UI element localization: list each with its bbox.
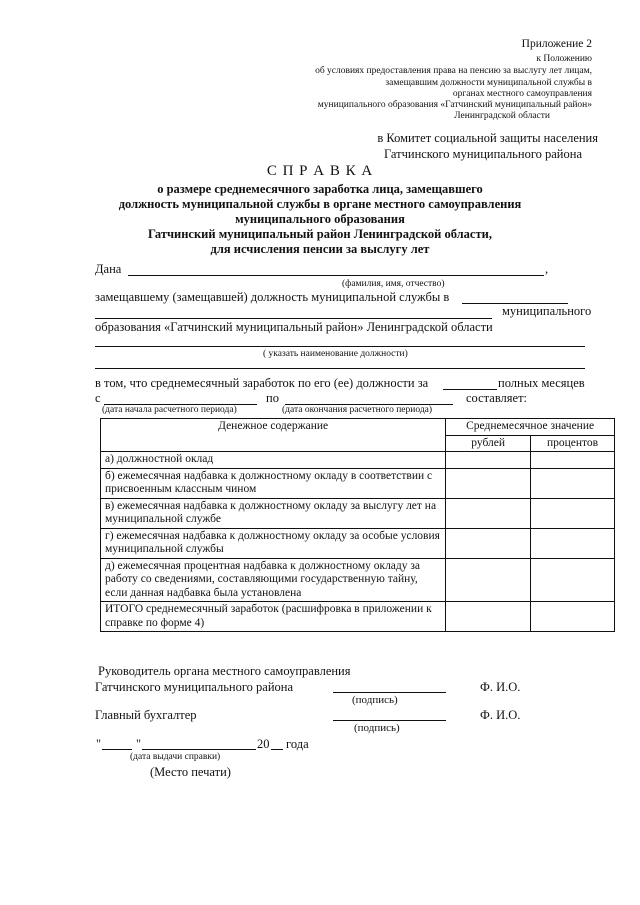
rubles-cell[interactable]: [446, 498, 531, 528]
percent-cell[interactable]: [531, 468, 615, 498]
addressee-line: в Комитет социальной защиты населения: [377, 131, 598, 145]
date-hint: (дата выдачи справки): [130, 752, 221, 762]
seal-place: (Место печати): [150, 765, 231, 779]
start-hint: (дата начала расчетного периода): [102, 405, 237, 415]
header-rubles: рублей: [446, 435, 531, 452]
row-label: ИТОГО среднемесячный заработок (расшифровка в приложении к справке по форме 4): [101, 602, 446, 632]
table-row: [101, 452, 615, 469]
title-subline: Гатчинский муниципальный район Ленинградской области,: [148, 227, 492, 241]
organ-field-continued[interactable]: [95, 318, 492, 319]
rubles-cell[interactable]: [446, 558, 531, 602]
municipal-word: муниципального: [502, 304, 592, 318]
row-label: б) ежемесячная надбавка к должностному окладу в соответствии с присвоенным классным чином: [101, 468, 446, 498]
date-month-field[interactable]: [142, 749, 256, 750]
position-hint: ( указать наименование должности): [263, 349, 408, 359]
row-label: в) ежемесячная надбавка к должностному окладу за выслугу лет на муниципальной службе: [101, 498, 446, 528]
appendix-line: органах местного самоуправления: [452, 89, 592, 99]
to-label: по: [266, 391, 279, 405]
header-content: Денежное содержание: [101, 419, 446, 452]
position-field[interactable]: [95, 346, 585, 347]
months-field[interactable]: [443, 389, 497, 390]
document-title: С П Р А В К А: [266, 163, 374, 179]
rubles-cell[interactable]: [446, 602, 531, 632]
head-title-line: Гатчинского муниципального района: [95, 680, 294, 694]
accountant-signature-field[interactable]: [333, 720, 446, 721]
table-row: [101, 468, 615, 498]
rubles-cell[interactable]: [446, 452, 531, 469]
appendix-line: к Положению: [536, 54, 592, 64]
position-field-continued[interactable]: [95, 368, 585, 369]
table-header-row: [101, 419, 615, 436]
header-average: Среднемесячное значение: [446, 419, 615, 436]
table-row: [101, 528, 615, 558]
rubles-cell[interactable]: [446, 468, 531, 498]
title-subline: о размере среднемесячного заработка лица, замещавшего: [157, 182, 483, 196]
end-hint: (дата окончания расчетного периода): [282, 405, 433, 415]
accountant-fio: Ф. И.О.: [480, 708, 521, 722]
table-row-total: [101, 602, 615, 632]
head-title-line: Руководитель органа местного самоуправления: [98, 664, 351, 678]
row-label: а) должностной оклад: [101, 452, 446, 469]
title-subline: должность муниципальной службы в органе местного самоуправления: [118, 197, 522, 211]
date-quote-close: ": [136, 737, 142, 751]
date-day-field[interactable]: [102, 749, 132, 750]
title-subline: для исчисления пенсии за выслугу лет: [210, 242, 430, 256]
head-fio: Ф. И.О.: [480, 680, 521, 694]
percent-cell[interactable]: [531, 602, 615, 632]
addressee-line: Гатчинского муниципального района: [383, 147, 582, 161]
fio-hint: (фамилия, имя, отчество): [342, 279, 445, 289]
appendix-line: замещавшим должности муниципальной службы в: [385, 78, 592, 88]
appendix-line: об условиях предоставления права на пенсию за выслугу лет лицам,: [315, 66, 592, 76]
row-label: г) ежемесячная надбавка к должностному окладу за особые условия муниципальной службы: [101, 528, 446, 558]
salary-table: [100, 418, 615, 632]
earnings-text: в том, что среднемесячный заработок по его (ее) должности за: [95, 376, 429, 390]
date-quote-open: ": [96, 737, 102, 751]
rubles-cell[interactable]: [446, 528, 531, 558]
percent-cell[interactable]: [531, 452, 615, 469]
date-year-prefix: 20: [257, 737, 270, 751]
signature-hint: (подпись): [354, 722, 400, 734]
appendix-number: Приложение 2: [521, 38, 592, 50]
fio-field[interactable]: [128, 275, 544, 276]
head-signature-field[interactable]: [333, 692, 446, 693]
appendix-line: муниципального образования «Гатчинский муниципальный район»: [317, 100, 592, 110]
given-label: Дана: [95, 262, 122, 276]
percent-cell[interactable]: [531, 498, 615, 528]
from-label: с: [95, 391, 101, 405]
date-year-suffix: года: [286, 737, 309, 751]
signature-hint: (подпись): [352, 694, 398, 706]
date-year-field[interactable]: [271, 749, 283, 750]
row-label: д) ежемесячная процентная надбавка к должностному окладу за работу со сведениями, составляющими государственную тайну, если данная надбавка была установлена: [101, 558, 446, 602]
amounts-label: составляет:: [466, 391, 528, 405]
months-text: полных месяцев: [498, 376, 585, 390]
title-subline: муниципального образования: [235, 212, 405, 226]
given-comma: ,: [545, 262, 549, 276]
percent-cell[interactable]: [531, 558, 615, 602]
held-label: замещавшему (замещавшей) должность муниципальной службы в: [95, 290, 450, 304]
accountant-title: Главный бухгалтер: [95, 708, 197, 722]
percent-cell[interactable]: [531, 528, 615, 558]
appendix-line: Ленинградской области: [454, 111, 550, 121]
table-row: [101, 558, 615, 602]
org-text: образования «Гатчинский муниципальный район» Ленинградской области: [95, 320, 493, 334]
table-row: [101, 498, 615, 528]
header-percent: процентов: [531, 435, 615, 452]
